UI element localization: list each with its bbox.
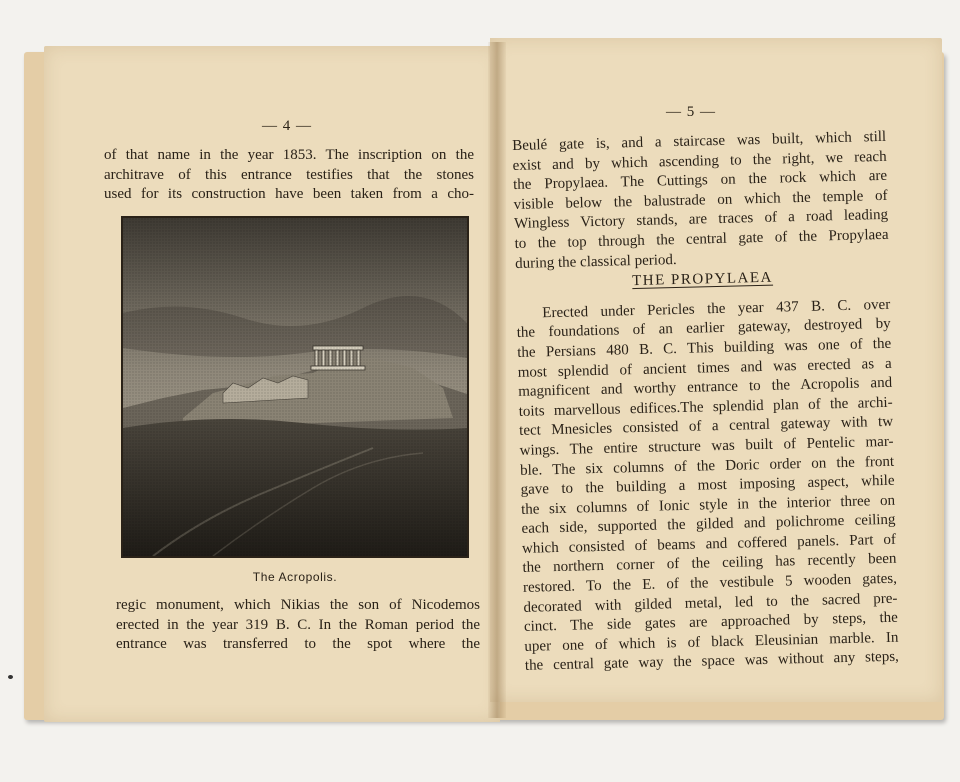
text-line: each side, supported the gilded and polichrome ceiling [521,512,896,538]
text-line: ble. The six columns of the Doric order on the front [519,453,895,479]
text-line: the central gate way the space was without any steps, [524,649,900,675]
text-line: the Persians 480 B. C. This building was one of the [517,335,892,361]
text-line: decorated with gilded metal, led to the sacred pre- [523,590,898,616]
text-line: entrance was transferred to the spot where the [116,636,480,653]
text-line: cinct. The side gates are approached by steps, the [523,609,899,636]
section-heading: THE PROPYLAEA [631,269,774,290]
text-line: Wingless Victory stands, are traces of a road leading [513,207,889,233]
ink-speck [8,675,13,679]
left-text-top [104,146,474,205]
text-line: the northern corner of the ceiling has recently been [522,551,897,577]
text-line: uper one of which is of black Eleusinian marble. In [524,629,899,655]
text-line: wings. The entire structure was built of Pentelic mar- [519,433,894,459]
acropolis-photograph [121,216,469,558]
text-line: restored. To the E. of the vestibule 5 wooden gates, [522,570,898,596]
book-gutter [488,42,506,718]
text-line: the foundations of an earlier gateway, destroyed by [516,316,891,342]
text-line: Erected under Pericles the year 437 B. C. over [542,296,891,322]
text-line: erected in the year 319 B. C. In the Roman period the [116,616,480,633]
text-line: used for its construction have been taken from a cho- [104,186,474,203]
right-text [512,128,899,677]
text-line: the Propylaea. The Cuttings on the rock which are [512,168,888,194]
text-line: Beulé gate is, and a staircase was built, which still [512,128,887,154]
right-page-number: — 5 — [666,104,716,120]
text-line: magnificent and worthy entrance to the Acropolis and [518,374,893,401]
text-line: visible below the balustrade on which the temple of [513,187,888,213]
text-line: exist and by which ascending to the right, we reach [512,148,887,174]
text-line: toits marvellous edifices.The splendid plan of the archi- [518,394,893,420]
left-page-number: — 4 — [262,118,312,134]
text-line: most splendid of ancient times and was erected as a [517,355,892,381]
acropolis-image [123,218,467,556]
text-line: which consisted of beams and coffered panels. Part of [521,531,897,557]
text-line: to the top through the central gate of the Propylaea [514,226,889,252]
text-line: of that name in the year 1853. The inscription on the [104,147,474,163]
text-line: the six columns of Ionic style in the interior three on [520,492,896,518]
text-line: during the classical period. [514,251,677,272]
left-text-bottom [116,596,480,655]
text-line: architrave of this entrance testifies that the stones [104,166,474,183]
figure-caption: The Acropolis. [252,570,338,584]
text-line: regic monument, which Nikias the son of Nicodemos [116,597,480,613]
text-line: tect Mnesicles consisted of a central gateway with tw [518,414,894,440]
text-line: gave to the building a most imposing aspect, while [520,472,895,498]
